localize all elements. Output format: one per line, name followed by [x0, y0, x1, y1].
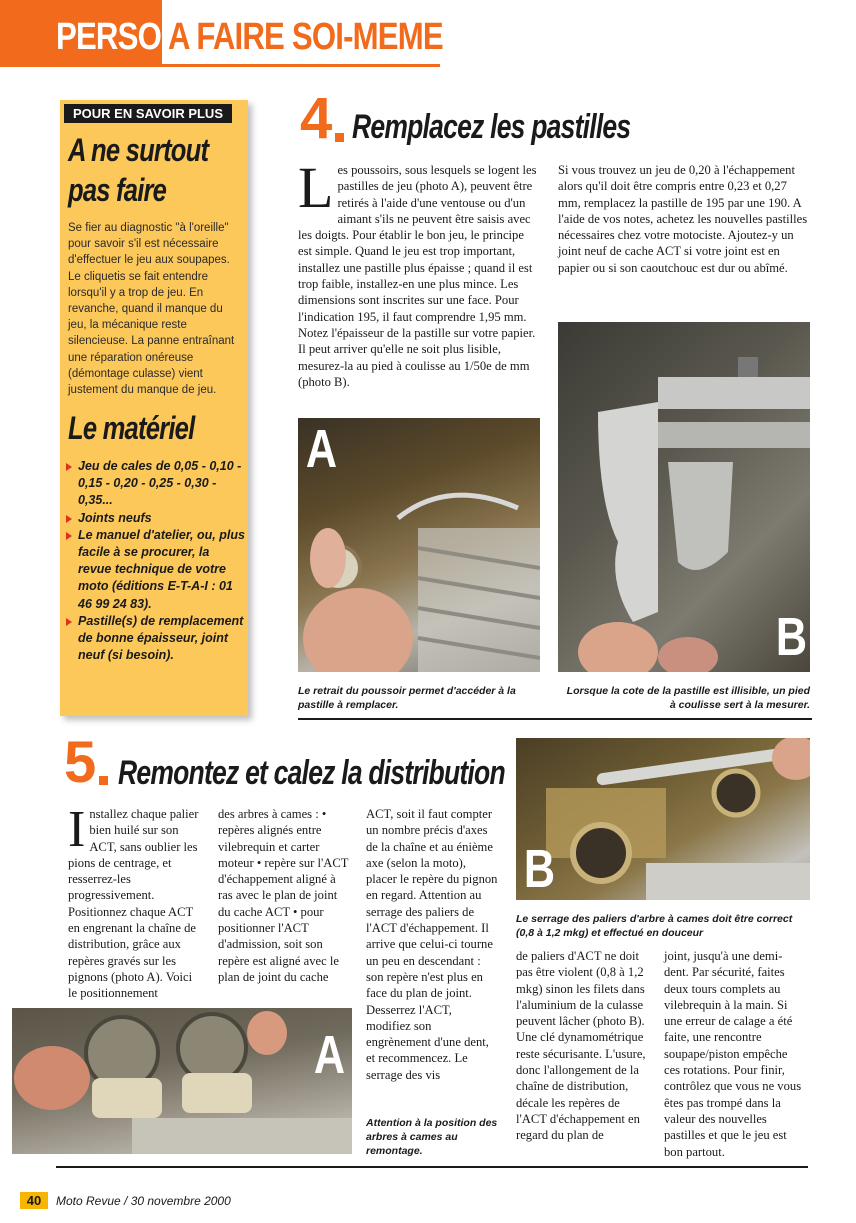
section4-number: 4: [300, 86, 333, 151]
page-number: 40: [20, 1192, 48, 1209]
photo-label-a: A: [305, 419, 338, 479]
section4-col1: [298, 155, 538, 390]
photo-5a-camshafts: [12, 1008, 352, 1154]
caption-4a: Le retrait du poussoir permet d'accéder à la pastille à remplacer.: [298, 685, 516, 711]
sidebar-text: Se fier au diagnostic "à l'oreille" pour savoir s'il est nécessaire d'effectuer le jeu aux soupapes. Le cliquetis se fait entendre lorsqu'il y a trop de jeu. En revanche, quand il manque du jeu, la mécanique reste silencieuse. La panne entraînant une réparation onéreuse (démontage culasse) vient justement du manque de jeu.: [68, 222, 235, 397]
section5-dot: [99, 776, 108, 785]
sidebar-heading-dont-line1: A ne surtout: [68, 132, 209, 168]
header-rule: [0, 64, 440, 67]
photo-5b-illustration: [516, 738, 810, 900]
section4-title: Remplacez les pastilles: [352, 108, 631, 146]
section4-col2: Si vous trouvez un jeu de 0,20 à l'échappement alors qu'il doit être compris entre 0,23 et 0,27 mm, remplacez la pastille de 195 par une 190. A l'aide de vos notes, achetez les nouvelles pastilles nécessaires chez votre motociste. Ajoutez-y un joint neuf de cache ACT si votre joint est en papier ou si son caoutchouc est dur ou abîmé.: [558, 163, 808, 275]
bottom-rule: [56, 1166, 808, 1168]
section4-col1-text: es poussoirs, sous lesquels se logent les pastilles de jeu (photo A), peuvent être retirés à l'aide d'une ventouse ou d'un aimant s'ils ne peuvent être saisis avec les doigts. Pour établir le bon jeu, le principe est simple. Quand le jeu est trop important, installez une pastille plus épaisse ; quand il est trop faible, installez-en une plus mince. Les dimensions sont inscrites sur une face. Pour l'indication 195, il faut comprendre 1,95 mm. Notez l'épaisseur de la pastille sur votre papier. Il peut arriver qu'elle ne soit plus lisible, mesurez-la au pied à coulisse au 1/50e de mm (photo B).: [298, 163, 537, 389]
section4-rule: [298, 718, 812, 720]
list-item: Le manuel d'atelier, ou, plus facile à se procurer, la revue technique de votre moto (éditions E-T-A-I : 01 46 99 24 83).: [64, 527, 246, 613]
section5-col4: de paliers d'ACT ne doit pas être violent (0,8 à 1,2 mkg) sinon les filets dans l'aluminium de la culasse peuvent lâcher (photo B). Une clé dynamométrique reste sécurisante. L'usure, donc l'allongement de la chaîne de distribution, décale les repères de l'ACT d'échappement en regard du plan de: [516, 949, 646, 1143]
caption-4b: Lorsque la cote de la pastille est illisible, un pied à coulisse sert à la mesurer.: [566, 685, 810, 711]
section5-col1-text: nstallez chaque palier bien huilé sur son ACT, sans oublier les pions de centrage, et resserrez-les progressivement. Positionnez chaque ACT en engrenant la chaîne de distribution, grâce aux repères gravés sur les pignons (photo A). Voici le positionnement: [68, 807, 199, 1001]
section5-col1: [68, 801, 200, 1002]
photo-5a-illustration: [12, 1008, 352, 1154]
section-label: PERSO: [56, 16, 161, 58]
photo-4b-illustration: [558, 322, 810, 672]
sidebar-heading-materiel: Le matériel: [68, 410, 195, 446]
dropcap: L: [298, 155, 334, 220]
dropcap: I: [68, 801, 86, 858]
sidebar-box: [60, 100, 248, 716]
section5-col3: ACT, soit il faut compter un nombre précis d'axes de la chaîne et au énième axe (selon la moto), placer le repère du pignon en regard. Attention au serrage des paliers de l'ACT d'échappement. Il arrive que celui-ci tourne un peu en descendant : son repère n'est plus en face du plan de joint. Desserrez l'ACT, modifiez son engrènement d'une dent, et recommencez. Le serrage des vis: [366, 807, 498, 1082]
photo-label-a: A: [313, 1025, 346, 1085]
list-item: Joints neufs: [64, 510, 246, 527]
list-item: Pastille(s) de remplacement de bonne épaisseur, joint neuf (si besoin).: [64, 613, 246, 665]
section5-title: Remontez et calez la distribution: [118, 754, 505, 792]
photo-label-b: B: [523, 839, 556, 899]
photo-label-b: B: [775, 607, 808, 667]
photo-4a-valve-removal: [298, 418, 540, 672]
caption-5a: Attention à la position des arbres à cames au remontage.: [366, 1117, 498, 1157]
section5-col2: des arbres à cames : • repères alignés entre vilebrequin et carter moteur • repère sur l'ACT d'échappement aligné à ras avec le plan de joint du cache ACT • pour positionner l'ACT d'admission, soit son repère est aligné avec le plan de joint du cache: [218, 807, 349, 984]
sidebar-tag: POUR EN SAVOIR PLUS: [64, 104, 232, 123]
list-item: Jeu de cales de 0,05 - 0,10 - 0,15 - 0,20 - 0,25 - 0,30 - 0,35...: [64, 458, 246, 510]
caption-5b: Le serrage des paliers d'arbre à cames doit être correct (0,8 à 1,2 mkg) et effectué en douceur: [516, 913, 793, 939]
publication-info: Moto Revue / 30 novembre 2000: [56, 1194, 231, 1208]
photo-4b-caliper: [558, 322, 810, 672]
section5-number: 5: [64, 730, 97, 795]
section5-col5: joint, jusqu'à une demi-dent. Par sécurité, faites deux tours complets au vilebrequin à la main. Si une erreur de calage a été faite, une rencontre soupape/piston empêche ces rotations. Pour finir, contrôlez que vous ne vous êtes pas trompé dans la valeur des nouvelles pastilles et que le jeu est bon partout.: [664, 949, 802, 1159]
sidebar-heading-dont-line2: pas faire: [68, 172, 167, 208]
photo-5b-torque: [516, 738, 810, 900]
page-title: A FAIRE SOI-MEME: [168, 16, 443, 58]
materiel-list: [64, 458, 246, 664]
section4-dot: [335, 133, 344, 142]
